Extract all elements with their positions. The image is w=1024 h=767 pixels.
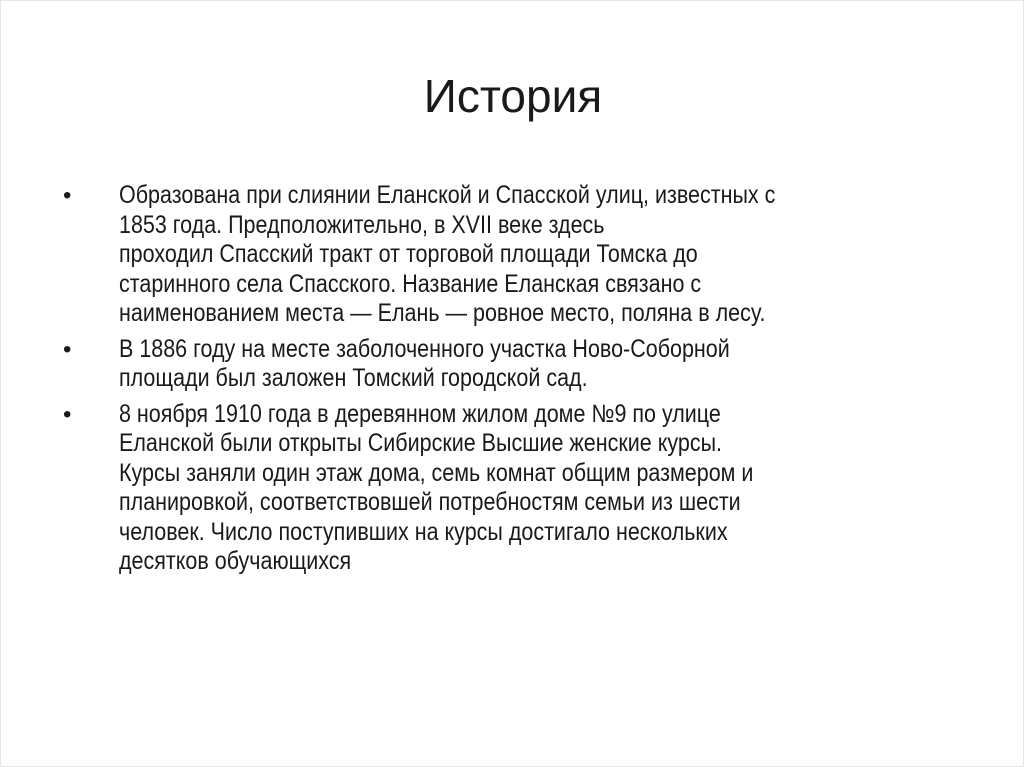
slide-title: История — [423, 70, 603, 122]
bullet-text-line: десятков обучающихся — [119, 547, 352, 575]
bullet-text-line: человек. Число поступивших на курсы достигало нескольких — [119, 517, 728, 546]
bullet-text-line: планировкой, соответствовшей потребностям семьи из шести — [119, 488, 741, 516]
bullet-text-line: 1853 года. Предположительно, в XVII веке здесь — [119, 210, 605, 239]
bullet-item — [63, 400, 983, 577]
bullet-text-line: проходил Спасский тракт от торговой площади Томска до — [119, 240, 698, 268]
bullet-text-line: старинного села Спасского. Название Еланская связано с — [119, 269, 702, 298]
bullet-icon: • — [63, 400, 72, 428]
bullet-icon: • — [63, 335, 72, 363]
bullet-text-line: В 1886 году на месте заболоченного участка Ново-Соборной — [119, 334, 730, 363]
bullet-item — [63, 181, 983, 329]
bullet-list — [63, 181, 983, 583]
bullet-icon: • — [63, 182, 72, 209]
bullet-text-line: площади был заложен Томский городской сад. — [119, 364, 588, 392]
bullet-text-line: 8 ноября 1910 года в деревянном жилом доме №9 по улице — [119, 399, 721, 428]
bullet-item — [63, 335, 983, 394]
bullet-text-line: Еланской были открыты Сибирские Высшие женские курсы. — [119, 429, 723, 457]
bullet-text-line: наименованием места — Елань — ровное место, поляна в лесу. — [119, 299, 766, 327]
bullet-text-line: Образована при слиянии Еланской и Спасской улиц, известных с — [119, 181, 776, 209]
bullet-text-line: Курсы заняли один этаж дома, семь комнат общим размером и — [119, 458, 754, 487]
